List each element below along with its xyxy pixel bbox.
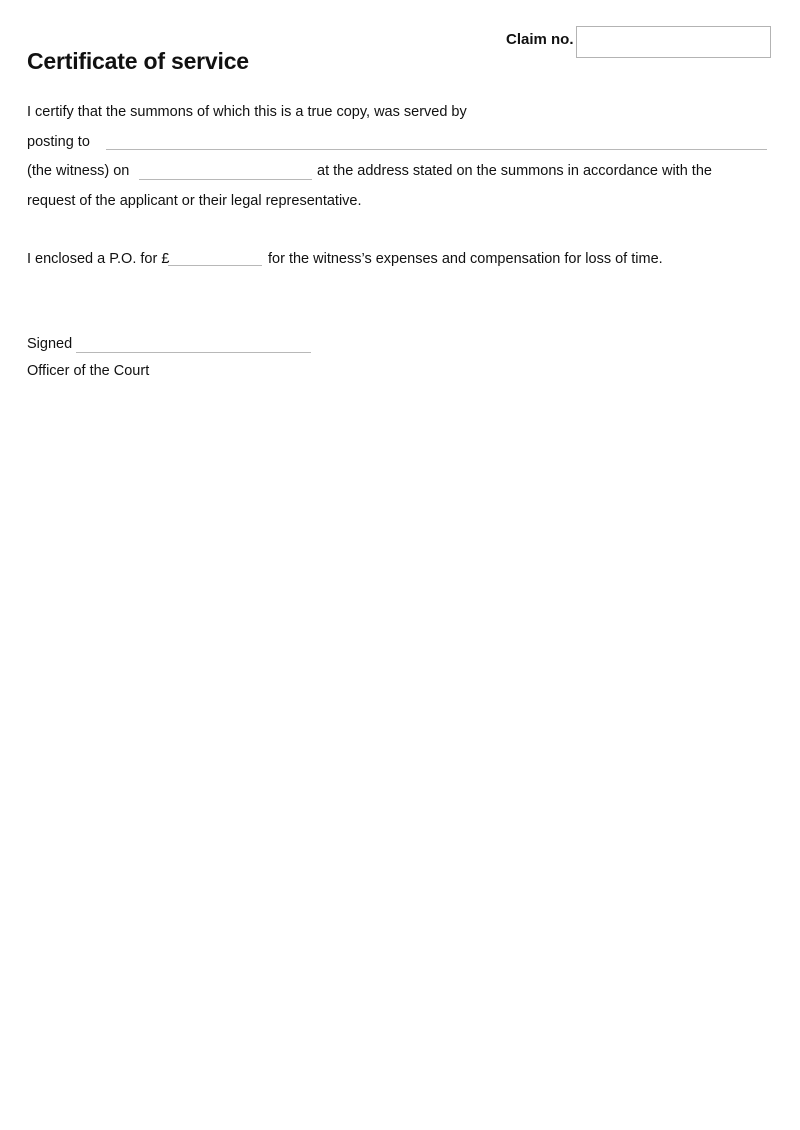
page-title: Certificate of service <box>27 48 249 74</box>
claim-number-label: Claim no. <box>506 31 574 48</box>
posting-to-label: posting to <box>27 134 90 150</box>
certify-statement: I certify that the summons of which this is a true copy, was served by <box>27 104 467 120</box>
request-statement: request of the applicant or their legal representative. <box>27 193 362 209</box>
enclosed-po-label: I enclosed a P.O. for £ <box>27 251 170 267</box>
service-date-field[interactable] <box>139 179 312 180</box>
signature-field[interactable] <box>76 352 311 353</box>
address-statement: at the address stated on the summons in accordance with the <box>317 163 712 179</box>
officer-of-court-label: Officer of the Court <box>27 363 150 379</box>
witness-on-label: (the witness) on <box>27 163 130 179</box>
posting-to-field[interactable] <box>106 149 767 150</box>
claim-number-field[interactable] <box>576 26 771 58</box>
signed-label: Signed <box>27 336 73 352</box>
po-amount-field[interactable] <box>168 265 262 266</box>
expenses-statement: for the witness’s expenses and compensation for loss of time. <box>268 251 663 267</box>
